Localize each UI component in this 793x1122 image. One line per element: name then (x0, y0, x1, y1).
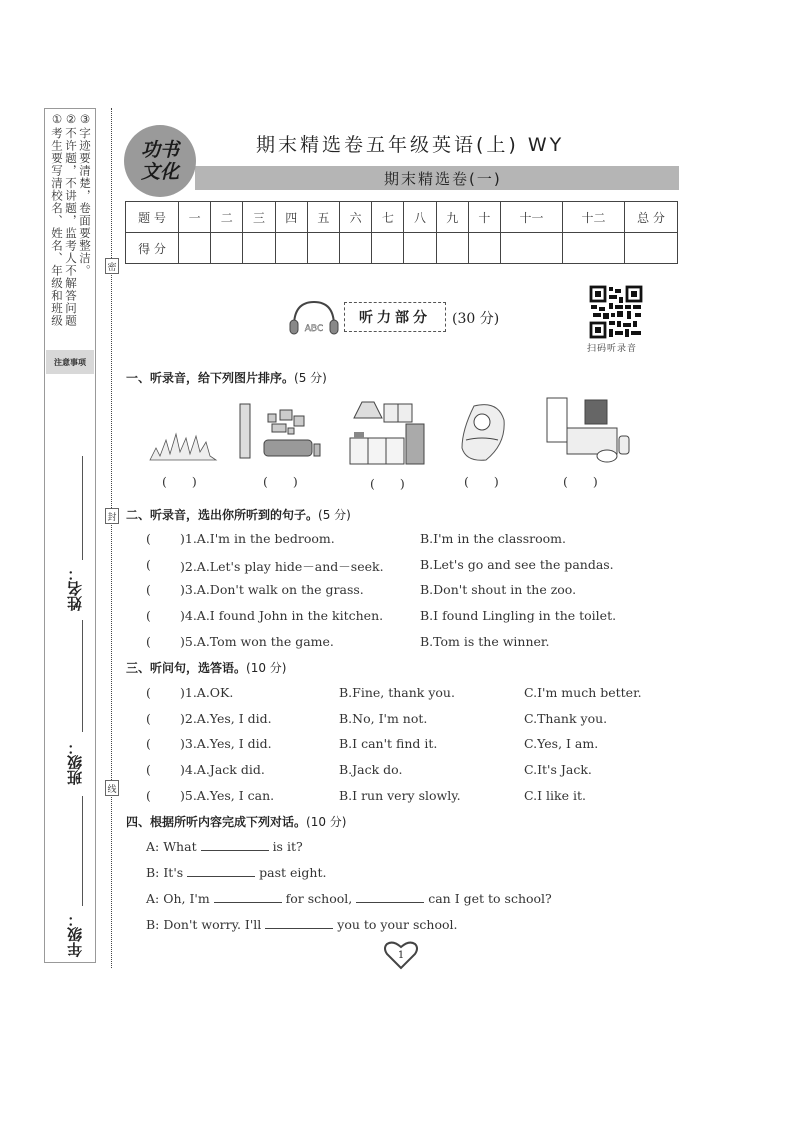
score-cell[interactable] (468, 233, 500, 264)
notes-line-2: ②不许题，不讲题，监考人不解答问题 (64, 112, 78, 327)
cell-q8: 八 (404, 202, 436, 233)
fill-blank-3[interactable] (214, 890, 282, 903)
option-b: B.I'm in the classroom. (420, 531, 566, 546)
bathtub-picture (458, 400, 510, 464)
class-label: 班级： (66, 740, 84, 785)
answer-blank[interactable]: ( (146, 557, 151, 572)
section-1-title: 一、听录音，给下列图片排序。(5 分) (126, 371, 327, 385)
option-c: C.I like it. (524, 788, 586, 803)
option-a: )1.A.OK. (180, 685, 234, 700)
answer-blank[interactable]: ( (146, 608, 151, 623)
score-table-score-row (126, 233, 678, 264)
option-c: C.Yes, I am. (524, 736, 599, 751)
score-cell[interactable] (179, 233, 211, 264)
dialog-line-1: A: What is it? (146, 839, 303, 854)
name-field[interactable] (82, 456, 83, 560)
answer-blank[interactable]: ( (146, 736, 151, 751)
dialog-line-2: B: It's past eight. (146, 865, 327, 880)
cut-line (111, 108, 112, 968)
answer-blank[interactable]: ( (146, 711, 151, 726)
answer-blank[interactable]: ( (146, 788, 151, 803)
cell-total: 总 分 (625, 202, 678, 233)
seal-xian: 线 (105, 780, 119, 796)
score-cell[interactable] (211, 233, 243, 264)
option-b: B.Don't shout in the zoo. (420, 582, 577, 597)
listening-section-label: 听力部分 (344, 302, 446, 332)
option-a: )4.A.I found John in the kitchen. (180, 608, 384, 623)
option-c: C.Thank you. (524, 711, 608, 726)
bush-picture (148, 428, 218, 464)
cell-q1: 一 (179, 202, 211, 233)
logo-line-2: 文化 (140, 161, 179, 183)
picture-1-answer[interactable]: ( ) (162, 474, 197, 489)
picture-5-answer[interactable]: ( ) (563, 474, 598, 489)
notes-title: 注意事项 (46, 350, 94, 374)
option-c: C.It's Jack. (524, 762, 592, 777)
score-cell[interactable] (625, 233, 678, 264)
answer-blank[interactable]: ( (146, 582, 151, 597)
score-cell[interactable] (436, 233, 468, 264)
option-b: B.I can't find it. (339, 736, 438, 751)
score-table (125, 201, 678, 264)
option-a: )4.A.Jack did. (180, 762, 265, 777)
kitchen-picture (348, 400, 426, 466)
dialog-line-3: A: Oh, I'm for school, can I get to school? (146, 891, 552, 906)
option-a: )1.A.I'm in the bedroom. (180, 531, 335, 546)
cell-label: 题 号 (126, 202, 179, 233)
option-b: B.I found Lingling in the toilet. (420, 608, 617, 623)
score-cell[interactable] (243, 233, 275, 264)
cell-q9: 九 (436, 202, 468, 233)
class-field[interactable] (82, 620, 83, 732)
name-label: 姓名： (66, 566, 84, 611)
score-cell[interactable] (307, 233, 339, 264)
score-cell[interactable] (501, 233, 563, 264)
cell-score-label: 得 分 (126, 233, 179, 264)
cell-q6: 六 (340, 202, 372, 233)
publisher-logo (124, 125, 196, 197)
option-a: )5.A.Tom won the game. (180, 634, 334, 649)
logo-line-1: 功书 (140, 139, 179, 161)
headphones-icon (288, 298, 340, 338)
bathroom-picture (545, 396, 631, 468)
cell-q3: 三 (243, 202, 275, 233)
notes-line-1: ①考生要写清校名、姓名、年级和班级 (50, 112, 64, 327)
score-cell[interactable] (275, 233, 307, 264)
score-cell[interactable] (404, 233, 436, 264)
fill-blank-4[interactable] (356, 890, 424, 903)
seal-feng: 封 (105, 508, 119, 524)
picture-4-answer[interactable]: ( ) (464, 474, 499, 489)
cell-q7: 七 (372, 202, 404, 233)
page-number: 1 (397, 950, 405, 961)
cell-q12: 十二 (562, 202, 624, 233)
answer-blank[interactable]: ( (146, 685, 151, 700)
cell-q5: 五 (307, 202, 339, 233)
section-2-title: 二、听录音，选出你所听到的句子。(5 分) (126, 508, 351, 522)
answer-blank[interactable]: ( (146, 762, 151, 777)
grade-field[interactable] (82, 796, 83, 906)
fill-blank-1[interactable] (201, 838, 269, 851)
cell-q10: 十 (468, 202, 500, 233)
section-3-title: 三、听问句，选答语。(10 分) (126, 661, 287, 675)
section-4-title: 四、根据所听内容完成下列对话。(10 分) (126, 815, 347, 829)
page-title: 期末精选卷五年级英语(上) WY (256, 134, 565, 156)
cell-q4: 四 (275, 202, 307, 233)
page-subtitle: 期末精选卷(一) (384, 170, 502, 188)
grade-label: 年级： (66, 912, 84, 957)
cell-q2: 二 (211, 202, 243, 233)
picture-2-answer[interactable]: ( ) (263, 474, 298, 489)
seal-mi: 密 (105, 258, 119, 274)
living-room-picture (238, 400, 330, 462)
option-b: B.No, I'm not. (339, 711, 428, 726)
answer-blank[interactable]: ( (146, 531, 151, 546)
option-a: )5.A.Yes, I can. (180, 788, 275, 803)
option-a: )3.A.Yes, I did. (180, 736, 272, 751)
notes-line-3: ③字迹要清楚，卷面要整洁。 (78, 112, 92, 277)
score-cell[interactable] (372, 233, 404, 264)
answer-blank[interactable]: ( (146, 634, 151, 649)
option-b: B.Tom is the winner. (420, 634, 550, 649)
option-b: B.I run very slowly. (339, 788, 461, 803)
option-b: B.Jack do. (339, 762, 403, 777)
fill-blank-2[interactable] (187, 864, 255, 877)
heart-page-number-icon (383, 940, 419, 970)
option-a: )2.A.Yes, I did. (180, 711, 272, 726)
cell-q11: 十一 (501, 202, 563, 233)
option-b: B.Let's go and see the pandas. (420, 557, 614, 572)
option-a: )2.A.Let's play hide－and－seek. (180, 559, 384, 574)
score-cell[interactable] (340, 233, 372, 264)
option-c: C.I'm much better. (524, 685, 642, 700)
listening-score: (30 分) (452, 311, 500, 327)
option-a: )3.A.Don't walk on the grass. (180, 582, 364, 597)
score-cell[interactable] (562, 233, 624, 264)
score-table-header-row (126, 202, 678, 233)
fill-blank-5[interactable] (265, 916, 333, 929)
qr-caption: 扫码听录音 (587, 344, 638, 354)
qr-code-icon[interactable] (589, 285, 643, 339)
dialog-line-4: B: Don't worry. I'll you to your school. (146, 917, 458, 932)
svg-text:ABC: ABC (304, 324, 324, 334)
option-b: B.Fine, thank you. (339, 685, 455, 700)
picture-3-answer[interactable]: ( ) (370, 476, 405, 491)
